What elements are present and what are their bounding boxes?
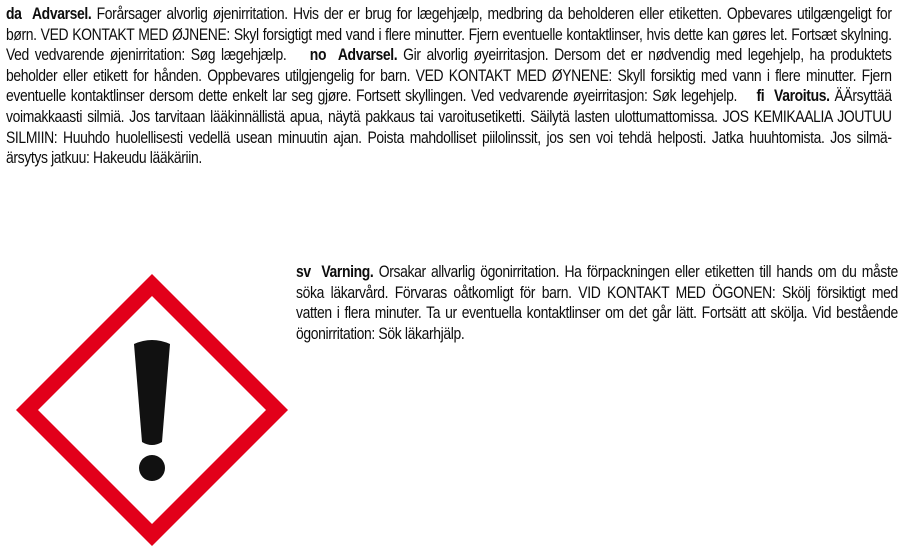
language-code: fi (756, 86, 765, 106)
signal-word: Varoitus. (774, 86, 830, 106)
warning-sv-wrap (296, 262, 898, 344)
lower-block (12, 262, 898, 559)
warning-sv (296, 262, 898, 343)
language-code: sv (296, 262, 311, 281)
warning-text: Orsakar allvarlig ögonirritation. Ha förpackningen eller etiketten till hands om du måste söka läkarvård. Förvaras oåtkomligt för barn. VID KONTAKT MED ÖGONEN: Skölj försiktigt med vatten i flera minuter. Ta ur eventuella kontaktlinser om det går lätt. Fortsätt att skölja. Vid bestående ögonirritation: Sök läkarhjälp. (296, 262, 898, 343)
language-code: no (309, 45, 327, 65)
signal-word: Advarsel. (337, 45, 398, 65)
safety-label-text (6, 4, 892, 169)
signal-word: Advarsel. (31, 4, 92, 23)
exclamation-mark-hazard-icon (12, 270, 292, 550)
ghs07-pictogram (12, 270, 292, 550)
exclamation-dot (139, 455, 165, 481)
warning-text: ÄÄrsyttää voimakkaasti silmiä. Jos tarvitaan lääkinnällistä apua, näytä pakkaus tai varoitusetiketti. Säilytä lasten ulottumattomissa. JOS KEMIKAALIA JOUTUU SILMIIN: Huuhdo huolellisesti vedellä usean minuutin ajan. Poista mahdolliset piilolinssit, jos sen voi tehdä helposti. Jatka huuhtomista. Jos silmä-ärsytys jatkuu: Hakeudu lääkäriin. (6, 86, 892, 168)
language-code: da (6, 4, 22, 23)
signal-word: Varning. (321, 262, 374, 281)
warning-text: Forårsager alvorlig øjenirritation. Hvis der er brug for lægehjælp, medbring da beholderen eller etiketten. Opbevares utilgængeligt for børn. VED KONTAKT MED ØJNENE: Skyl forsigtigt med vand i flere minutter. Fjern eventuelle kontaktlinser, hvis dette kan gøres let. Fortsæt skylning. Ved vedvarende øjenirritation: Søg lægehjælp. (6, 4, 892, 65)
warning-text: Gir alvorlig øyeirritasjon. Dersom det er nødvendig med legehjelp, ha produktets beholder eller etikett for hånden. Oppbevares utilgjengelig for barn. VED KONTAKT MED ØYNENE: Skyll forsiktig med vann i flere minutter. Fjern eventuelle kontaktlinser dersom dette enkelt lar seg gjøre. Fortsett skyllingen. Ved vedvarende øyeirritasjon: Søk legehjelp. (6, 45, 892, 106)
